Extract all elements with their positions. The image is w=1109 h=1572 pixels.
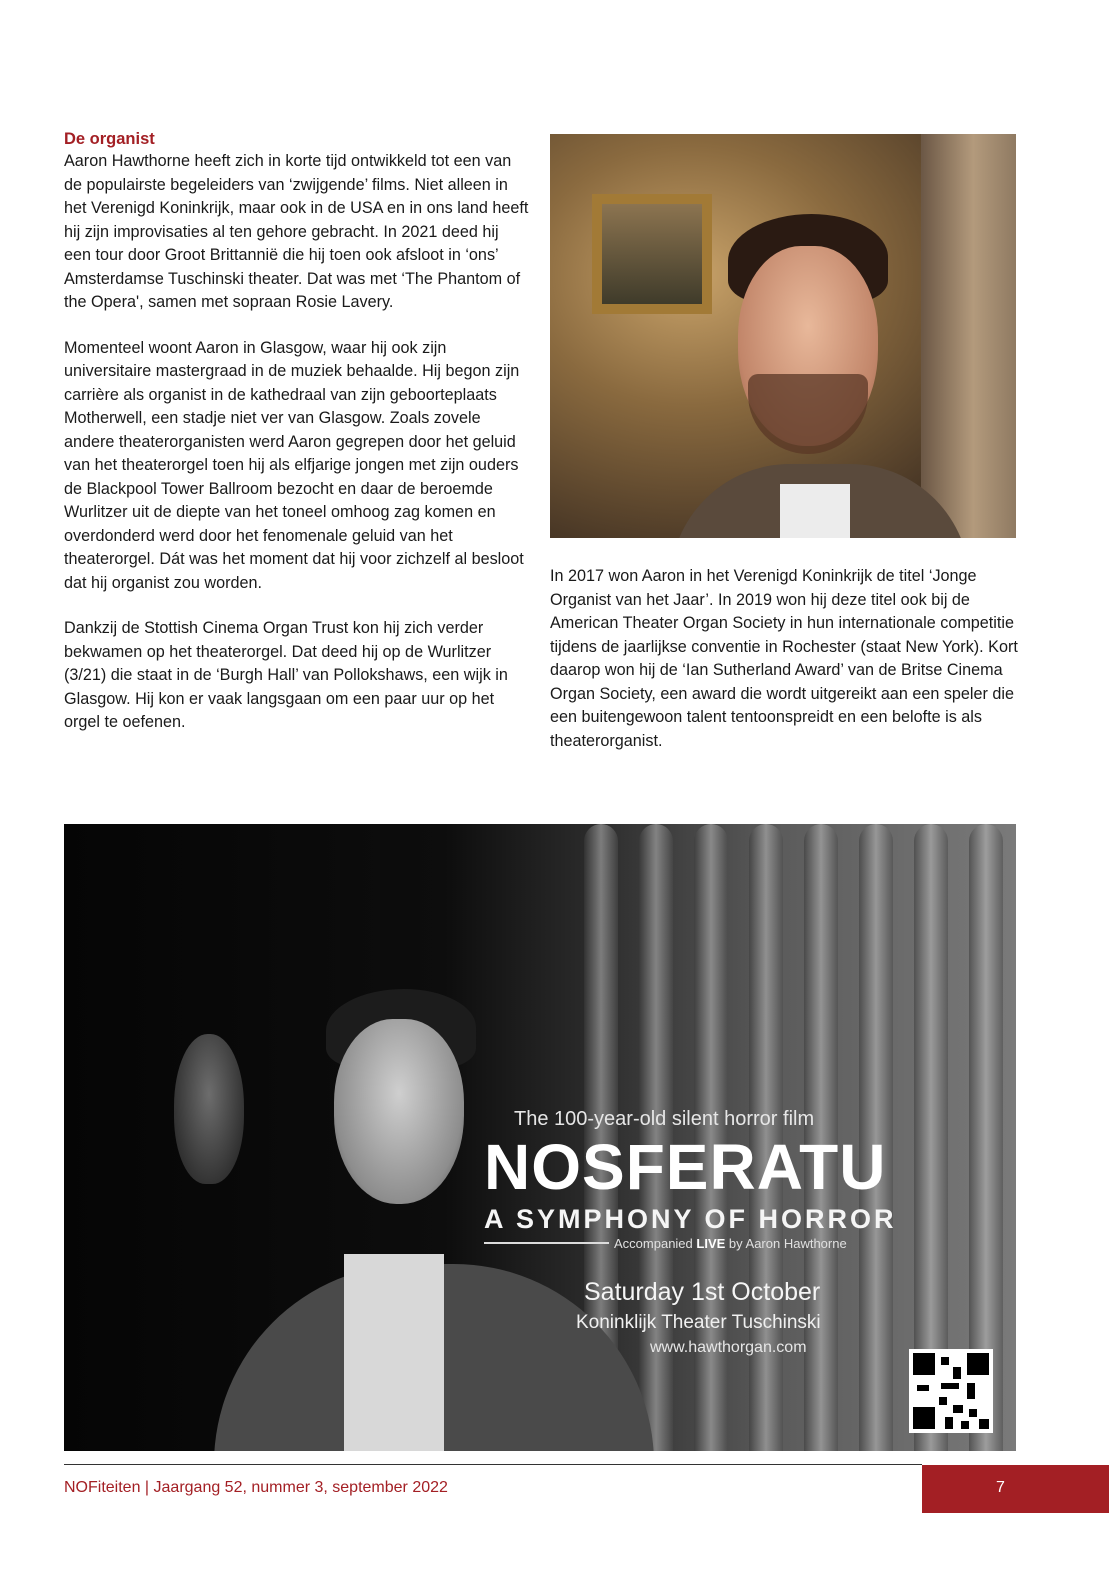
article-paragraph: Aaron Hawthorne heeft zich in korte tijd ontwikkeld tot een van de populairste begeleiders van ‘zwijgende’ films. Niet alleen in het Verenigd Koninkrijk, maar ook in de USA en in ons land heeft hij zijn improvisaties al ten gehore gebracht. In 2021 deed hij een tour door Groot Brittannië die hij toen ook afsloot in ‘ons’ Amsterdamse Tuschinski theater. Dat was met ‘The Phantom of the Opera', samen met sopraan Rosie Lavery. [64, 152, 529, 311]
concert-poster [64, 824, 1016, 1451]
footer-divider [64, 1464, 922, 1465]
page-number-box [922, 1465, 1109, 1513]
nosferatu-figure [174, 1034, 244, 1184]
poster-url: www.hawthorgan.com [650, 1339, 807, 1356]
accompanied-prefix: Accompanied [614, 1236, 697, 1251]
poster-man-face [334, 1019, 464, 1204]
poster-venue: Koninklijk Theater Tuschinski [576, 1312, 821, 1333]
portrait-shirt [780, 484, 850, 538]
footer-publication: NOFiteiten | Jaargang 52, nummer 3, september 2022 [64, 1479, 448, 1496]
section-heading: De organist [64, 130, 155, 148]
qr-code-icon [909, 1349, 993, 1433]
article-left-column [64, 128, 530, 757]
portrait-beard [748, 374, 868, 454]
article-paragraph: Dankzij de Stottish Cinema Organ Trust kon hij zich verder bekwamen op het theaterorgel. Dat deed hij op de Wurlitzer (3/21) die staat in de ‘Burgh Hall’ van Pollokshaws, een wijk in Glasgow. Hij kon er vaak langsgaan om een paar uur op het orgel te oefenen. [64, 619, 508, 731]
poster-title: NOSFERATU [484, 1131, 887, 1203]
poster-divider [484, 1242, 609, 1244]
accompanied-suffix: by Aaron Hawthorne [725, 1236, 847, 1251]
poster-subtitle: The 100-year-old silent horror film [514, 1108, 815, 1130]
page-number: 7 [996, 1479, 1005, 1496]
poster-tagline: A SYMPHONY OF HORROR [484, 1204, 897, 1234]
article-paragraph: In 2017 won Aaron in het Verenigd Koninkrijk de titel ‘Jonge Organist van het Jaar’. In 2019 won hij deze titel ook bij de American Theater Organ Society in hun internationale competitie tijdens de jaarlijkse conventie in Rochester (staat New York). Kort daarop won hij de ‘Ian Sutherland Award’ van de Britse Cinema Organ Society, een award die wordt uitgereikt aan een speler die een buitengewoon talent tentoonspreidt en een belofte is als theaterorganist. [550, 567, 1018, 750]
background-painting [592, 194, 712, 314]
portrait-photo [550, 134, 1016, 538]
article-right-column [550, 565, 1018, 775]
poster-man-shirt [344, 1254, 444, 1451]
poster-date-label: Saturday 1st October [584, 1278, 821, 1306]
accompanied-live: LIVE [696, 1236, 726, 1251]
article-paragraph: Momenteel woont Aaron in Glasgow, waar hij ook zijn universitaire mastergraad in de muziek behaalde. Hij begon zijn carrière als organist in de kathedraal van zijn geboorteplaats Motherwell, een stadje niet ver van Glasgow. Zoals zovele andere theaterorganisten werd Aaron gegrepen door het geluid van het theaterorgel toen hij als elfjarige jongen met zijn ouders de Blackpool Tower Ballroom bezocht en daar de beroemde Wurlitzer uit de diepte van het toneel omhoog zag komen en overdonderd werd door het fenomenale geluid van het theaterorgel. Dát was het moment dat hij voor zichzelf al besloot dat hij organist zou worden. [64, 338, 524, 592]
poster-accompanied [614, 1236, 1014, 1251]
background-pillar [921, 134, 1016, 538]
